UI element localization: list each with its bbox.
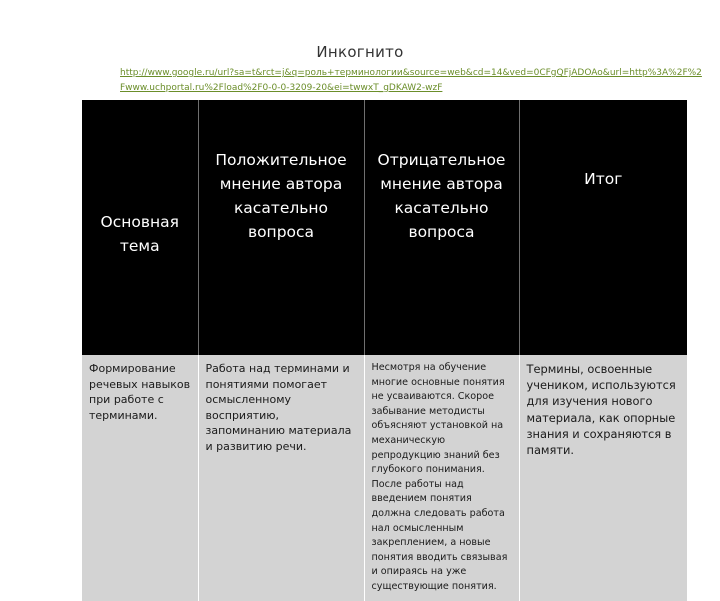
table-row bbox=[82, 355, 687, 601]
header-negative-opinion: Отрицательное мнение автора касательно вопроса bbox=[364, 100, 519, 355]
header-main-topic: Основная тема bbox=[82, 100, 198, 355]
cell-main-topic: Формирование речевых навыков при работе с терминами. bbox=[82, 355, 198, 601]
comparison-table bbox=[82, 100, 687, 601]
header-result: Итог bbox=[519, 100, 687, 355]
header-positive-opinion: Положительное мнение автора касательно вопроса bbox=[198, 100, 364, 355]
table-header-row bbox=[82, 100, 687, 355]
slide-title: Инкогнито bbox=[316, 43, 404, 61]
cell-positive-opinion: Работа над терминами и понятиями помогает осмысленному восприятию, запоминанию материала и развитию речи. bbox=[198, 355, 364, 601]
cell-negative-opinion: Несмотря на обучение многие основные понятия не усваиваются. Скорое забывание методисты объясняют установкой на механическую репродукцию знаний без глубокого понимания. После работы над введением понятия должна следовать работа нал осмысленным закреплением, а новые понятия вводить связывая и опираясь на уже существующие понятия. bbox=[364, 355, 519, 601]
source-link[interactable]: http://www.google.ru/url?sa=t&rct=j&q=роль+терминологии&source=web&cd=14&ved=0CFgQFjADOAo&url=http%3A%2F%2Fwww.uchportal.ru%2Fload%2F0-0-0-3209-20&ei=twwxT_gDKAW2-wzF bbox=[120, 68, 702, 93]
cell-result: Термины, освоенные учеником, используются для изучения нового материала, как опорные знания и сохраняются в памяти. bbox=[519, 355, 687, 601]
